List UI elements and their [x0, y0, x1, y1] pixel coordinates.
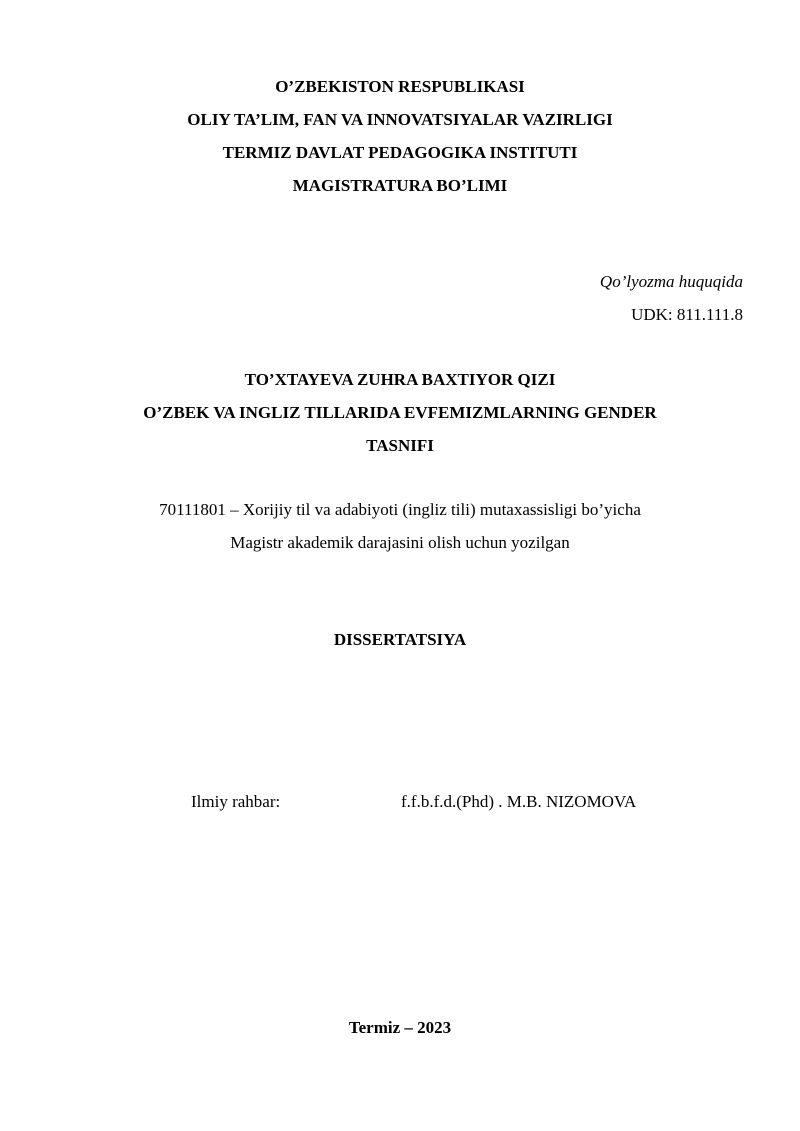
supervisor-name: f.f.b.f.d.(Phd) . M.B. NIZOMOVA [401, 792, 637, 811]
udk-code: UDK: 811.111.8 [631, 305, 743, 324]
thesis-title-line1: O’ZBEK VA INGLIZ TILLARIDA EVFEMIZMLARNING GENDER [143, 403, 657, 422]
manuscript-rights: Qo’lyozma huquqida [599, 272, 743, 291]
place-year: Termiz – 2023 [348, 1018, 452, 1037]
document-type: DISSERTATSIYA [333, 630, 467, 649]
institute-name: TERMIZ DAVLAT PEDAGOGIKA INSTITUTI [222, 143, 578, 162]
department-name: MAGISTRATURA BO’LIMI [292, 176, 508, 195]
ministry-country: O’ZBEKISTON RESPUBLIKASI [275, 77, 525, 96]
specialty-line: 70111801 – Xorijiy til va adabiyoti (ingliz tili) mutaxassisligi bo’yicha [159, 500, 641, 519]
degree-purpose-line: Magistr akademik darajasini olish uchun yozilgan [230, 533, 570, 552]
supervisor-label: Ilmiy rahbar: [191, 792, 281, 811]
thesis-title-line2: TASNIFI [366, 436, 434, 455]
ministry-name: OLIY TA’LIM, FAN VA INNOVATSIYALAR VAZIRLIGI [187, 110, 613, 129]
author-name: TO’XTAYEVA ZUHRA BAXTIYOR QIZI [244, 370, 556, 389]
